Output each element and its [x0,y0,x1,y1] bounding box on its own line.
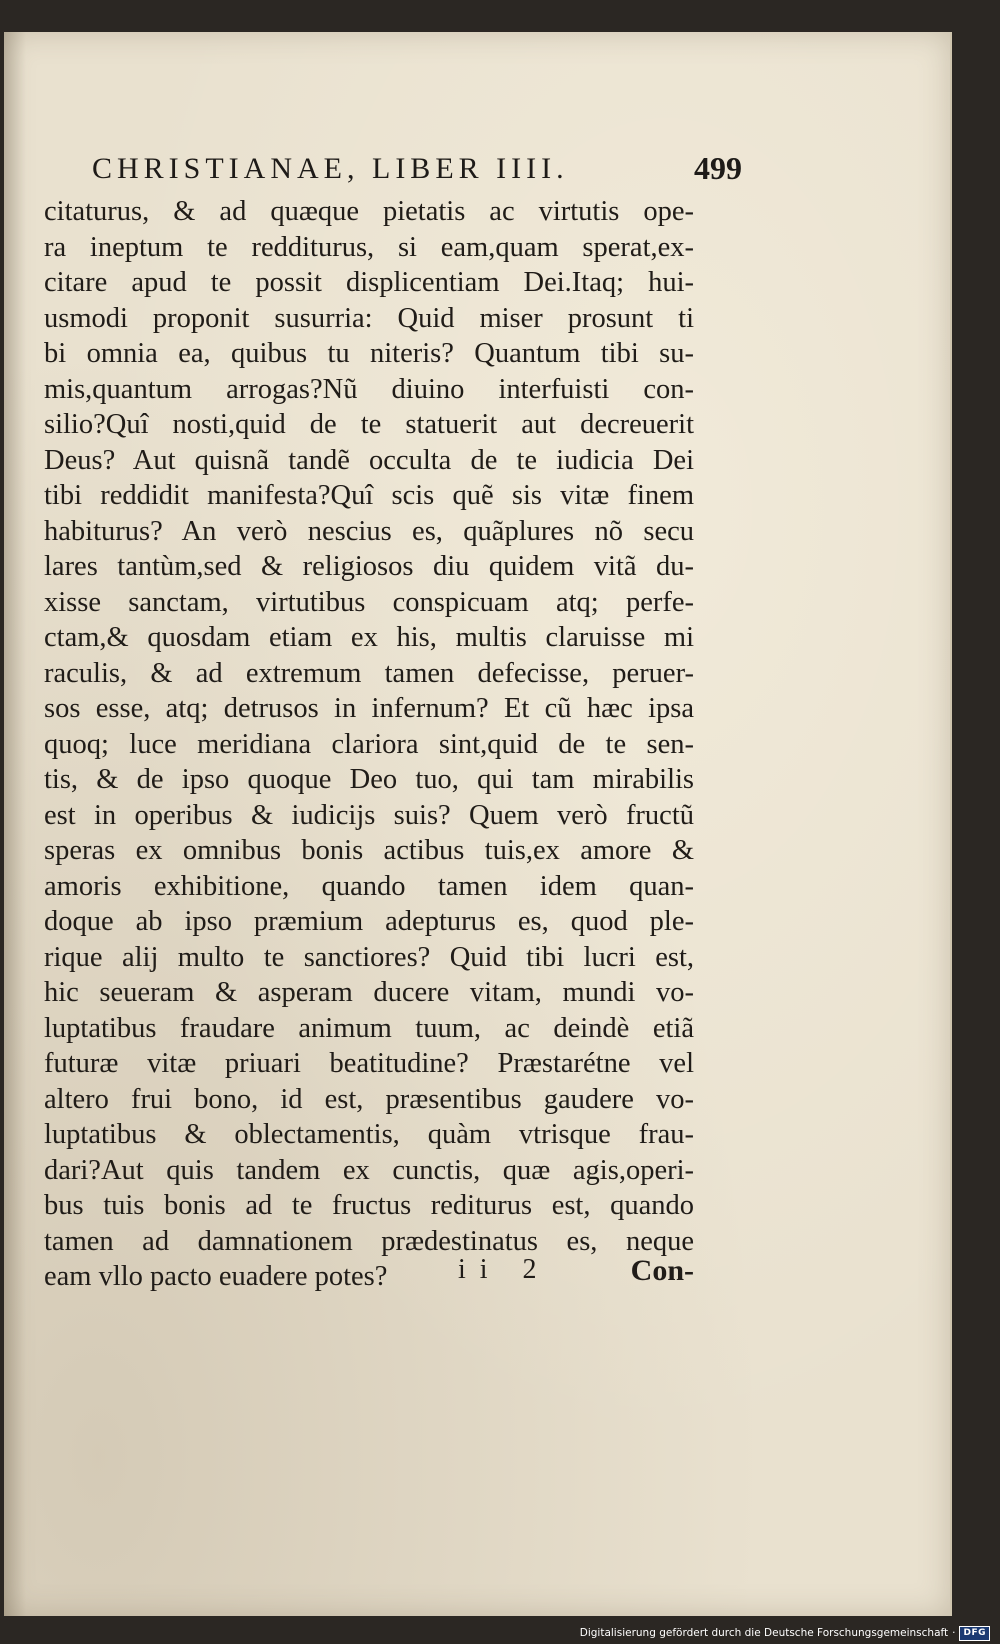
digitization-credit: Digitalisierung gefördert durch die Deutsche Forschungsgemeinschaft · DFG [580,1624,990,1642]
page-number: 499 [694,150,742,186]
text-line: citare apud te possit displicentiam Dei.Itaq; hui- [44,267,694,298]
page-header [92,152,742,192]
text-line: dari?Aut quis tandem ex cunctis, quæ agis,operi- [44,1154,694,1186]
credit-text: Digitalisierung gefördert durch die Deutsche Forschungsgemeinschaft [579,1627,949,1639]
text-line: luptatibus & oblectamentis, quàm vtrisque frau- [44,1119,694,1150]
text-line: citaturus, & ad quæque pietatis ac virtutis ope- [44,196,694,227]
text-line: luptatibus fraudare animum tuum, ac deindè etiã [44,1012,694,1044]
running-title: CHRISTIANAE, LIBER IIII. [92,152,569,185]
text-line: est in operibus & iudicijs suis? Quem verò fructũ [44,799,694,831]
text-line: speras ex omnibus bonis actibus tuis,ex amore & [44,835,694,866]
text-line: altero frui bono, id est, præsentibus gaudere vo- [44,1083,694,1115]
text-line: mis,quantum arrogas?Nũ diuino interfuisti con- [44,373,694,405]
text-line: bi omnia ea, quibus tu niteris? Quantum tibi su- [44,338,694,369]
text-line: raculis, & ad extremum tamen defecisse, peruer- [44,657,694,689]
text-line: lares tantùm,sed & religiosos diu quidem vitã du- [44,551,694,582]
text-line: usmodi proponit susurria: Quid miser prosunt ti [44,302,694,334]
text-line: hic seueram & asperam ducere vitam, mundi vo- [44,977,694,1008]
book-page [4,32,952,1616]
text-line: tis, & de ipso quoque Deo tuo, qui tam mirabilis [44,764,694,795]
text-line: ra ineptum te redditurus, si eam,quam sperat,ex- [44,231,694,263]
text-line: futuræ vitæ priuari beatitudine? Præstarétne vel [44,1048,694,1079]
text-line: habiturus? An verò nescius es, quãplures nõ secu [44,515,694,547]
text-line: ctam,& quosdam etiam ex his, multis claruisse mi [44,622,694,653]
text-line: amoris exhibitione, quando tamen idem quan- [44,870,694,902]
text-line: rique alij multo te sanctiores? Quid tibi lucri est, [44,941,694,973]
text-line: xisse sanctam, virtutibus conspicuam atq; perfe- [44,586,694,618]
catchword: Con- [630,1254,694,1287]
text-line: doque ab ipso præmium adepturus es, quod ple- [44,906,694,937]
text-line: silio?Quî nosti,quid de te statuerit aut decreuerit [44,409,694,440]
text-line: tibi reddidit manifesta?Quî scis quẽ sis vitæ finem [44,480,694,511]
text-line: sos esse, atq; detrusos in infernum? Et cũ hæc ipsa [44,693,694,724]
text-line: bus tuis bonis ad te fructus rediturus est, quando [44,1190,694,1221]
text-line: quoq; luce meridiana clariora sint,quid de te sen- [44,728,694,760]
body-text [44,194,694,1295]
text-line: tamen ad damnationem prædestinatus es, neque [44,1225,694,1257]
dfg-logo: DFG [959,1626,990,1641]
page-footer [44,1254,694,1294]
signature-mark: ii 2 [458,1254,551,1285]
text-line: Deus? Aut quisnã tandẽ occulta de te iudicia Dei [44,444,694,476]
text-line: eam vllo pacto euadere potes? [44,1261,388,1292]
